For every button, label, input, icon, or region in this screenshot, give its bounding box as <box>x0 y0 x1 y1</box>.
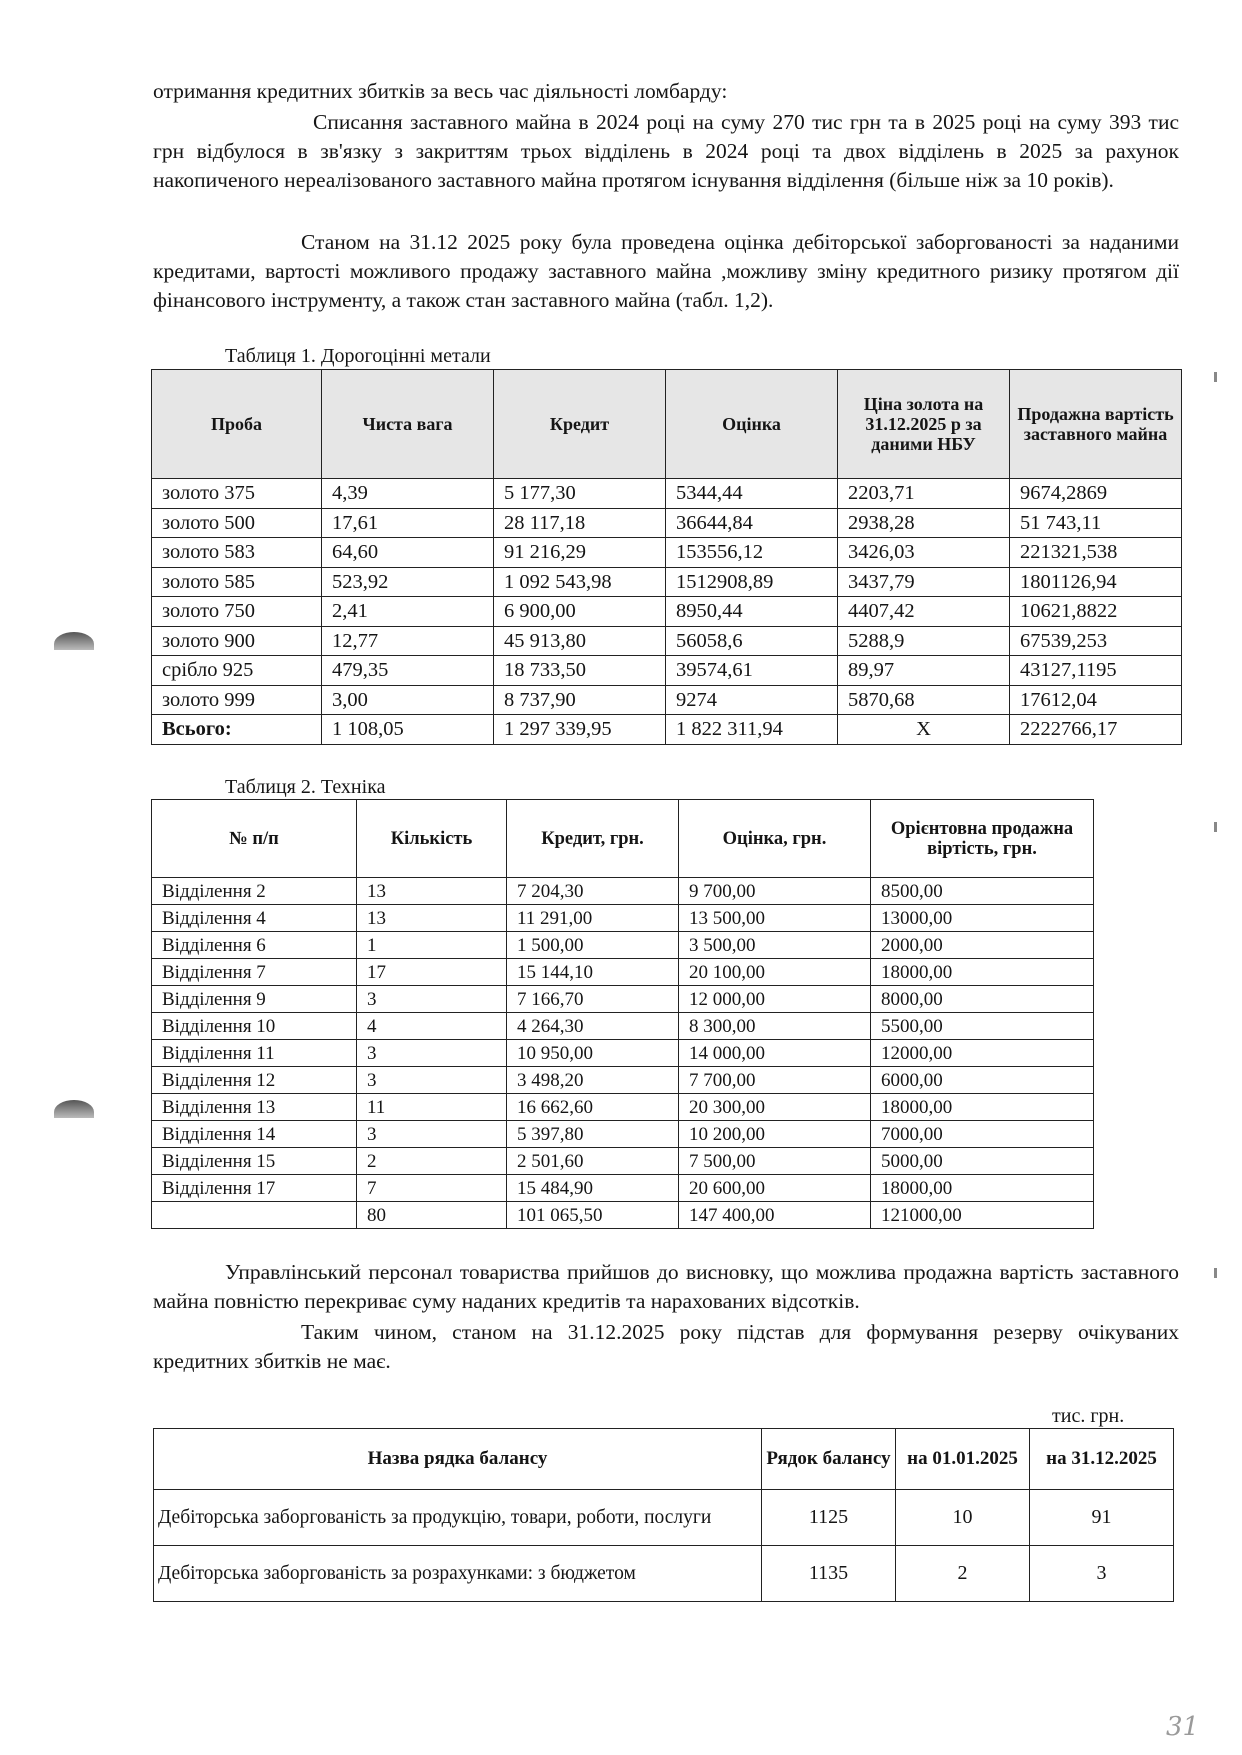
table-row <box>152 479 1182 509</box>
table-cell: 3 498,20 <box>507 1067 679 1094</box>
table-row <box>152 1094 1094 1121</box>
table-row <box>152 932 1094 959</box>
table-cell: 7000,00 <box>871 1121 1094 1148</box>
edge-mark <box>1214 822 1217 832</box>
table1-body <box>152 479 1182 745</box>
table-cell: 8950,44 <box>666 597 838 627</box>
table-row <box>152 685 1182 715</box>
table-cell: 4 <box>357 1013 507 1040</box>
table-row <box>152 986 1094 1013</box>
table-cell: 2 501,60 <box>507 1148 679 1175</box>
table-cell: 18 733,50 <box>494 656 666 686</box>
table-cell: 2938,28 <box>838 508 1010 538</box>
table-cell: 56058,6 <box>666 626 838 656</box>
table-cell: Всього: <box>152 715 322 745</box>
table-cell: 7 700,00 <box>679 1067 871 1094</box>
table-cell: 5 177,30 <box>494 479 666 509</box>
table1-header-cell: Кредит <box>494 370 666 479</box>
table-cell: 147 400,00 <box>679 1202 871 1229</box>
table-cell: 5000,00 <box>871 1148 1094 1175</box>
table-cell: 1512908,89 <box>666 567 838 597</box>
table1-header-row <box>152 370 1182 479</box>
table2-header-cell: № п/п <box>152 800 357 878</box>
table-cell: 101 065,50 <box>507 1202 679 1229</box>
table-cell: 9674,2869 <box>1010 479 1182 509</box>
table-cell: Відділення 17 <box>152 1175 357 1202</box>
table-cell: 17,61 <box>322 508 494 538</box>
table-cell: 89,97 <box>838 656 1010 686</box>
table-cell: Х <box>838 715 1010 745</box>
table2-header-cell: Орієнтовна продажна віртість, грн. <box>871 800 1094 878</box>
table-row <box>152 1148 1094 1175</box>
table1-header-cell: Проба <box>152 370 322 479</box>
table-cell: 2 <box>357 1148 507 1175</box>
table-cell: 10 200,00 <box>679 1121 871 1148</box>
paragraph-3: Станом на 31.12 2025 року була проведена оцінка дебіторської заборгованості за наданими кредитами, вартості можливого продажу заставного майна ,можливу зміну кредитного ризику протягом дії фінансового інструменту, а також стан заставного майна (табл. 1,2). <box>153 230 1179 312</box>
table-cell: 10 950,00 <box>507 1040 679 1067</box>
edge-mark <box>1214 1268 1217 1278</box>
table-cell: 13000,00 <box>871 905 1094 932</box>
table-cell: 16 662,60 <box>507 1094 679 1121</box>
table-cell: 121000,00 <box>871 1202 1094 1229</box>
table-cell: 4 264,30 <box>507 1013 679 1040</box>
table-row <box>152 567 1182 597</box>
table-cell: 1 500,00 <box>507 932 679 959</box>
table2-caption: Таблиця 2. Техніка <box>225 776 386 798</box>
table1-header-cell: Продажна вартість заставного майна <box>1010 370 1182 479</box>
table-cell: 3,00 <box>322 685 494 715</box>
table-cell: 10621,8822 <box>1010 597 1182 627</box>
table-cell: Відділення 12 <box>152 1067 357 1094</box>
table-cell <box>152 1202 357 1229</box>
table-cell: 14 000,00 <box>679 1040 871 1067</box>
table-cell: 10 <box>896 1490 1030 1546</box>
table-cell: 18000,00 <box>871 1094 1094 1121</box>
table3-header-cell: Назва рядка балансу <box>154 1429 762 1490</box>
table-cell: 18000,00 <box>871 959 1094 986</box>
table-cell: Відділення 9 <box>152 986 357 1013</box>
table-row <box>152 1040 1094 1067</box>
table-cell: 2203,71 <box>838 479 1010 509</box>
table-cell: 3426,03 <box>838 538 1010 568</box>
paragraph-2: Списання заставного майна в 2024 році на суму 270 тис грн та в 2025 році на суму 393 тис грн відбулося в зв'язку з закриттям трьох відділень в 2024 році та двох відділень в 2025 за рахунок накопиченого нереалізованого заставного майна протягом існування відділення (більше ніж за 10 років). <box>153 110 1179 192</box>
table-cell: 17612,04 <box>1010 685 1182 715</box>
table-cell: золото 375 <box>152 479 322 509</box>
table3-header-cell: Рядок балансу <box>762 1429 896 1490</box>
table-cell: 5 397,80 <box>507 1121 679 1148</box>
table2-header-cell: Кредит, грн. <box>507 800 679 878</box>
table-cell: 1 108,05 <box>322 715 494 745</box>
table-cell: 2000,00 <box>871 932 1094 959</box>
table-cell: Відділення 6 <box>152 932 357 959</box>
table-row <box>152 597 1182 627</box>
table-cell: Відділення 7 <box>152 959 357 986</box>
punch-hole-mark <box>54 1100 94 1118</box>
table-cell: 221321,538 <box>1010 538 1182 568</box>
balance-table <box>153 1428 1174 1602</box>
table-cell: Відділення 10 <box>152 1013 357 1040</box>
table-cell: 3 <box>357 1121 507 1148</box>
table-row <box>152 1175 1094 1202</box>
table-cell: 36644,84 <box>666 508 838 538</box>
punch-hole-mark <box>54 632 94 650</box>
table-cell: 2222766,17 <box>1010 715 1182 745</box>
table1-caption: Таблиця 1. Дорогоцінні метали <box>225 345 491 367</box>
table-row <box>152 1202 1094 1229</box>
page-number: 31 <box>1166 1712 1200 1742</box>
table-cell: 3 <box>357 986 507 1013</box>
table-cell: 523,92 <box>322 567 494 597</box>
table-cell: 8 737,90 <box>494 685 666 715</box>
table-row <box>154 1490 1174 1546</box>
table-cell: 20 100,00 <box>679 959 871 986</box>
table-cell: 17 <box>357 959 507 986</box>
table-cell: Дебіторська заборгованість за продукцію, товари, роботи, послуги <box>154 1490 762 1546</box>
paragraph-1: отримання кредитних збитків за весь час діяльності ломбарду: <box>153 79 728 103</box>
table-cell: Відділення 4 <box>152 905 357 932</box>
table-cell: 8500,00 <box>871 878 1094 905</box>
table-cell: 4,39 <box>322 479 494 509</box>
table-cell: 1 822 311,94 <box>666 715 838 745</box>
table-cell: 6000,00 <box>871 1067 1094 1094</box>
paragraph-4: Управлінський персонал товариства прийшов до висновку, що можлива продажна вартість заставного майна повністю перекриває суму наданих кредитів та нарахованих відсотків. <box>153 1260 1179 1313</box>
table-cell: 91 <box>1030 1490 1174 1546</box>
table-cell: 20 600,00 <box>679 1175 871 1202</box>
table-row <box>152 656 1182 686</box>
table3-body <box>154 1490 1174 1602</box>
edge-mark <box>1214 372 1217 382</box>
table-row <box>152 1013 1094 1040</box>
table-cell: 7 <box>357 1175 507 1202</box>
table-cell: 5870,68 <box>838 685 1010 715</box>
table-cell: 2,41 <box>322 597 494 627</box>
table-cell: 6 900,00 <box>494 597 666 627</box>
table-row <box>154 1546 1174 1602</box>
table2-header-row <box>152 800 1094 878</box>
table-cell: 15 144,10 <box>507 959 679 986</box>
table-cell: 13 500,00 <box>679 905 871 932</box>
table-cell: 45 913,80 <box>494 626 666 656</box>
table-cell: 5344,44 <box>666 479 838 509</box>
table-cell: 4407,42 <box>838 597 1010 627</box>
table-cell: 7 500,00 <box>679 1148 871 1175</box>
table-cell: 9 700,00 <box>679 878 871 905</box>
table-cell: 80 <box>357 1202 507 1229</box>
table-cell: 12 000,00 <box>679 986 871 1013</box>
table-cell: 1 092 543,98 <box>494 567 666 597</box>
table1-header-cell: Ціна золота на 31.12.2025 р за даними НБУ <box>838 370 1010 479</box>
table-cell: 5500,00 <box>871 1013 1094 1040</box>
table-cell: золото 500 <box>152 508 322 538</box>
table-cell: Відділення 2 <box>152 878 357 905</box>
table-cell: 5288,9 <box>838 626 1010 656</box>
table-cell: 3 <box>357 1067 507 1094</box>
table-cell: 39574,61 <box>666 656 838 686</box>
table-row <box>152 538 1182 568</box>
table-cell: 28 117,18 <box>494 508 666 538</box>
table-cell: 67539,253 <box>1010 626 1182 656</box>
table-cell: 1801126,94 <box>1010 567 1182 597</box>
table-cell: срібло 925 <box>152 656 322 686</box>
table-cell: 479,35 <box>322 656 494 686</box>
table1-header-cell: Оцінка <box>666 370 838 479</box>
table3-header-cell: на 01.01.2025 <box>896 1429 1030 1490</box>
table-cell: Відділення 13 <box>152 1094 357 1121</box>
precious-metals-table <box>151 369 1182 745</box>
table-cell: 91 216,29 <box>494 538 666 568</box>
table3-header-row <box>154 1429 1174 1490</box>
table-cell: 11 <box>357 1094 507 1121</box>
table1-header-cell: Чиста вага <box>322 370 494 479</box>
table-cell: 2 <box>896 1546 1030 1602</box>
table-cell: 1 297 339,95 <box>494 715 666 745</box>
table-cell: 51 743,11 <box>1010 508 1182 538</box>
table-row <box>152 1121 1094 1148</box>
table-cell: Відділення 14 <box>152 1121 357 1148</box>
table-row <box>152 959 1094 986</box>
table-cell: 13 <box>357 905 507 932</box>
table-cell: золото 585 <box>152 567 322 597</box>
table2-header-cell: Кількість <box>357 800 507 878</box>
table-cell: 43127,1195 <box>1010 656 1182 686</box>
table-row <box>152 626 1182 656</box>
table-cell: золото 999 <box>152 685 322 715</box>
table-cell: 11 291,00 <box>507 905 679 932</box>
table-cell: 13 <box>357 878 507 905</box>
table-cell: 8 300,00 <box>679 1013 871 1040</box>
table-row <box>152 878 1094 905</box>
table-cell: 9274 <box>666 685 838 715</box>
table-cell: золото 750 <box>152 597 322 627</box>
table-cell: 20 300,00 <box>679 1094 871 1121</box>
table-cell: 1135 <box>762 1546 896 1602</box>
table-cell: 153556,12 <box>666 538 838 568</box>
table-cell: 7 204,30 <box>507 878 679 905</box>
table-cell: 64,60 <box>322 538 494 568</box>
table-row <box>152 905 1094 932</box>
table-cell: Дебіторська заборгованість за розрахунками: з бюджетом <box>154 1546 762 1602</box>
table-row <box>152 715 1182 745</box>
table3-unit: тис. грн. <box>1052 1405 1125 1427</box>
table-cell: Відділення 11 <box>152 1040 357 1067</box>
table-cell: Відділення 15 <box>152 1148 357 1175</box>
table-cell: 3 500,00 <box>679 932 871 959</box>
table-cell: 8000,00 <box>871 986 1094 1013</box>
table-cell: 1 <box>357 932 507 959</box>
paragraph-5: Таким чином, станом на 31.12.2025 року підстав для формування резерву очікуваних кредитних збитків не має. <box>153 1320 1179 1373</box>
table3-header-cell: на 31.12.2025 <box>1030 1429 1174 1490</box>
table-cell: 3 <box>357 1040 507 1067</box>
table-cell: 12000,00 <box>871 1040 1094 1067</box>
table-cell: 3437,79 <box>838 567 1010 597</box>
equipment-table <box>151 799 1094 1229</box>
table-row <box>152 508 1182 538</box>
table-row <box>152 1067 1094 1094</box>
table-cell: 3 <box>1030 1546 1174 1602</box>
table-cell: 12,77 <box>322 626 494 656</box>
table-cell: золото 900 <box>152 626 322 656</box>
table-cell: 1125 <box>762 1490 896 1546</box>
table-cell: 18000,00 <box>871 1175 1094 1202</box>
table-cell: 7 166,70 <box>507 986 679 1013</box>
table2-body <box>152 878 1094 1229</box>
table-cell: золото 583 <box>152 538 322 568</box>
table-cell: 15 484,90 <box>507 1175 679 1202</box>
table2-header-cell: Оцінка, грн. <box>679 800 871 878</box>
